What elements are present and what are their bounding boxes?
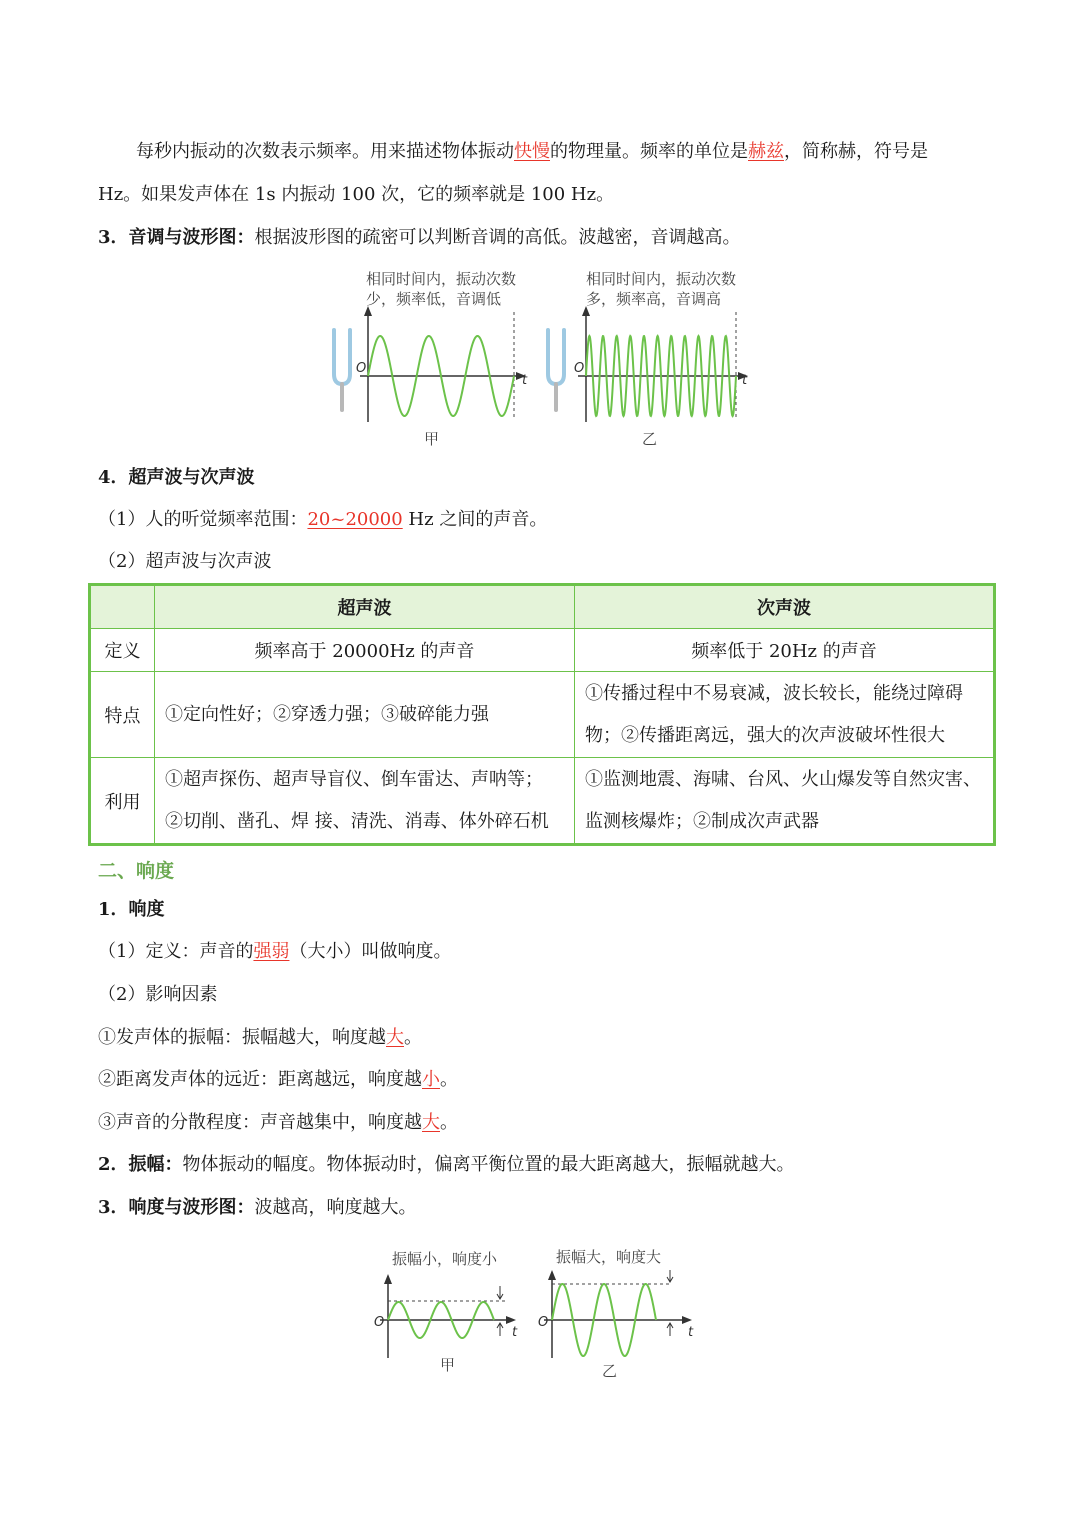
- pitch-waveform-figure: [320, 262, 760, 452]
- left-caption-line2: 少，频率低，音调低: [366, 290, 502, 308]
- section-heading-loudness: 二、响度: [98, 860, 175, 882]
- factor-distance: ②距离发声体的远近：距离越远，响度越小。: [98, 1069, 458, 1090]
- t-axis-label-large: t: [688, 1325, 694, 1340]
- blank-hezi: 赫兹: [748, 141, 784, 162]
- tuning-fork-right-icon: [548, 330, 564, 410]
- factor-dispersion: ③声音的分散程度：声音越集中，响度越大。: [98, 1112, 458, 1133]
- left-figure-label: 甲: [424, 430, 440, 448]
- right-caption-line2: 多，频率高，音调高: [586, 290, 722, 308]
- left-caption-line1: 相同时间内，振动次数: [366, 270, 517, 288]
- large-amplitude-caption: 振幅大，响度大: [556, 1248, 662, 1266]
- origin-label-left: O: [356, 361, 367, 376]
- hearing-range-line: （1）人的听觉频率范围：20~20000 Hz 之间的声音。: [98, 509, 548, 530]
- table-row: [90, 672, 995, 758]
- item-loudness: 1．响度: [98, 899, 165, 920]
- origin-label-large: O: [538, 1315, 549, 1330]
- factor-amplitude: ①发声体的振幅：振幅越大，响度越大。: [98, 1027, 422, 1048]
- table-header-infrasonic: 次声波: [575, 585, 995, 629]
- blank-factor1: 大: [386, 1027, 404, 1048]
- cell-infra-uses: ①监测地震、海啸、台风、火山爆发等自然灾害、 监测核爆炸；②制成次声武器: [575, 758, 995, 845]
- loudness-waveform-figure: [366, 1244, 706, 1384]
- blank-qiangruo: 强弱: [253, 941, 290, 962]
- loudness-definition: （1）定义：声音的强弱（大小）叫做响度。: [98, 941, 452, 962]
- small-figure-label: 甲: [440, 1356, 456, 1374]
- origin-label-small: O: [374, 1315, 385, 1330]
- small-amplitude-caption: 振幅小，响度小: [392, 1250, 498, 1268]
- blank-factor2: 小: [422, 1069, 440, 1090]
- blank-kuaiman: 快慢: [514, 141, 550, 162]
- table-row: [90, 758, 995, 845]
- table-row: [90, 629, 995, 672]
- right-figure-label: 乙: [642, 430, 658, 448]
- row-label: 特点: [90, 672, 155, 758]
- cell-infra-definition: 频率低于 20Hz 的声音: [575, 629, 995, 672]
- cell-ultra-features: ①定向性好；②穿透力强；③破碎能力强: [155, 672, 575, 758]
- tuning-fork-left-icon: [334, 330, 350, 410]
- item-amplitude: 2．振幅：物体振动的幅度。物体振动时，偏离平衡位置的最大距离越大，振幅就越大。: [98, 1154, 795, 1175]
- item-loudness-waveform: 3．响度与波形图：波越高，响度越大。: [98, 1197, 417, 1218]
- right-caption-line1: 相同时间内，振动次数: [586, 270, 737, 288]
- item-ultrasonic-infrasonic: 4．超声波与次声波: [98, 467, 255, 488]
- cell-infra-features: ①传播过程中不易衰减，波长较长，能绕过障碍 物；②传播距离远，强大的次声波破坏性很大: [575, 672, 995, 758]
- table-header-empty: [90, 585, 155, 629]
- paragraph-frequency-definition: 每秒内振动的次数表示频率。用来描述物体振动快慢的物理量。频率的单位是赫兹，简称赫，符号是: [136, 141, 928, 162]
- large-figure-label: 乙: [602, 1362, 618, 1380]
- origin-label-right: O: [574, 361, 585, 376]
- subheading-ultra-infra: （2）超声波与次声波: [98, 551, 272, 572]
- row-label: 定义: [90, 629, 155, 672]
- blank-hearing-range: 20~20000: [307, 509, 403, 530]
- blank-factor3: 大: [422, 1112, 440, 1133]
- cell-ultra-uses: ①超声探伤、超声导盲仪、倒车雷达、声呐等； ②切削、凿孔、焊 接、清洗、消毒、体外碎石机: [155, 758, 575, 845]
- loudness-factors-heading: （2）影响因素: [98, 984, 218, 1005]
- item-pitch-waveform: 3．音调与波形图：根据波形图的疏密可以判断音调的高低。波越密，音调越高。: [98, 227, 741, 248]
- paragraph-hz-example: Hz。如果发声体在 1s 内振动 100 次，它的频率就是 100 Hz。: [98, 184, 615, 205]
- table-header-row: [90, 585, 995, 629]
- t-axis-label-right: t: [742, 373, 748, 388]
- t-axis-label-small: t: [512, 1325, 518, 1340]
- ultrasonic-infrasonic-table: [88, 583, 996, 846]
- row-label: 利用: [90, 758, 155, 845]
- table-header-ultrasonic: 超声波: [155, 585, 575, 629]
- cell-ultra-definition: 频率高于 20000Hz 的声音: [155, 629, 575, 672]
- t-axis-label-left: t: [522, 373, 528, 388]
